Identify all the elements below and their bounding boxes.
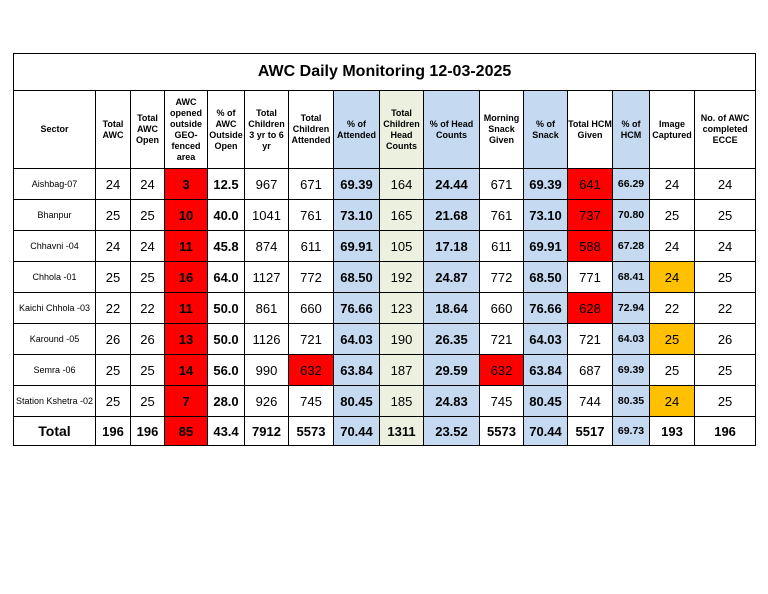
table-cell: 69.39 [334, 169, 380, 200]
total-cell: 5573 [480, 417, 524, 446]
header-cell: AWC opened outside GEO-fenced area [165, 91, 208, 169]
table-cell: 26 [695, 324, 756, 355]
table-cell: 1126 [245, 324, 289, 355]
table-cell: 25 [695, 386, 756, 417]
monitoring-table [13, 53, 756, 446]
table-cell: 56.0 [208, 355, 245, 386]
total-cell: 7912 [245, 417, 289, 446]
table-cell: 28.0 [208, 386, 245, 417]
table-cell: 24 [650, 231, 695, 262]
header-cell: % of AWC Outside Open [208, 91, 245, 169]
table-cell: 69.39 [524, 169, 568, 200]
sector-name: Chhavni -04 [14, 231, 96, 262]
table-cell: 13 [165, 324, 208, 355]
table-row [14, 169, 756, 200]
table-cell: 737 [568, 200, 613, 231]
header-cell: Total HCM Given [568, 91, 613, 169]
table-cell: 190 [380, 324, 424, 355]
table-cell: 10 [165, 200, 208, 231]
table-cell: 63.84 [524, 355, 568, 386]
table-cell: 29.59 [424, 355, 480, 386]
total-cell: 70.44 [334, 417, 380, 446]
table-cell: 165 [380, 200, 424, 231]
table-cell: 1127 [245, 262, 289, 293]
table-cell: 66.29 [613, 169, 650, 200]
table-cell: 721 [480, 324, 524, 355]
table-cell: 64.03 [334, 324, 380, 355]
table-cell: 874 [245, 231, 289, 262]
table-cell: 25 [96, 200, 131, 231]
table-cell: 70.80 [613, 200, 650, 231]
table-cell: 632 [480, 355, 524, 386]
table-cell: 25 [131, 262, 165, 293]
total-label: Total [14, 417, 96, 446]
header-cell: Sector [14, 91, 96, 169]
header-cell: % of HCM [613, 91, 650, 169]
table-cell: 22 [695, 293, 756, 324]
table-cell: 164 [380, 169, 424, 200]
sector-name: Station Kshetra -02 [14, 386, 96, 417]
table-cell: 967 [245, 169, 289, 200]
table-cell: 11 [165, 231, 208, 262]
header-cell: No. of AWC completed ECCE [695, 91, 756, 169]
total-cell: 196 [695, 417, 756, 446]
table-cell: 76.66 [334, 293, 380, 324]
total-cell: 69.73 [613, 417, 650, 446]
table-cell: 72.94 [613, 293, 650, 324]
table-cell: 185 [380, 386, 424, 417]
table-cell: 24 [131, 169, 165, 200]
table-cell: 50.0 [208, 293, 245, 324]
table-cell: 25 [96, 386, 131, 417]
table-cell: 25 [131, 200, 165, 231]
total-cell: 5517 [568, 417, 613, 446]
header-cell: Total Children 3 yr to 6 yr [245, 91, 289, 169]
table-cell: 744 [568, 386, 613, 417]
table-cell: 187 [380, 355, 424, 386]
table-cell: 25 [695, 262, 756, 293]
header-cell: Total Children Head Counts [380, 91, 424, 169]
table-cell: 25 [131, 355, 165, 386]
table-cell: 632 [289, 355, 334, 386]
table-cell: 64.0 [208, 262, 245, 293]
table-row [14, 355, 756, 386]
table-cell: 22 [96, 293, 131, 324]
table-cell: 660 [289, 293, 334, 324]
table-cell: 68.50 [334, 262, 380, 293]
total-cell: 43.4 [208, 417, 245, 446]
header-cell: % of Head Counts [424, 91, 480, 169]
total-cell: 5573 [289, 417, 334, 446]
table-cell: 611 [480, 231, 524, 262]
table-cell: 26 [96, 324, 131, 355]
monitoring-sheet [13, 53, 755, 446]
sector-name: Bhanpur [14, 200, 96, 231]
table-cell: 14 [165, 355, 208, 386]
table-cell: 641 [568, 169, 613, 200]
table-cell: 123 [380, 293, 424, 324]
table-cell: 80.45 [334, 386, 380, 417]
table-cell: 24 [695, 169, 756, 200]
table-cell: 80.45 [524, 386, 568, 417]
table-cell: 69.91 [524, 231, 568, 262]
table-cell: 21.68 [424, 200, 480, 231]
header-cell: Total AWC [96, 91, 131, 169]
header-cell: % of Attended [334, 91, 380, 169]
table-body [14, 169, 756, 417]
table-cell: 25 [650, 324, 695, 355]
table-cell: 40.0 [208, 200, 245, 231]
table-cell: 22 [131, 293, 165, 324]
total-cell: 1311 [380, 417, 424, 446]
table-cell: 990 [245, 355, 289, 386]
total-cell: 193 [650, 417, 695, 446]
table-cell: 24.83 [424, 386, 480, 417]
table-cell: 64.03 [613, 324, 650, 355]
sector-name: Karound -05 [14, 324, 96, 355]
table-cell: 24.87 [424, 262, 480, 293]
table-cell: 24 [96, 169, 131, 200]
table-row [14, 386, 756, 417]
table-cell: 3 [165, 169, 208, 200]
table-cell: 18.64 [424, 293, 480, 324]
header-cell: Total AWC Open [131, 91, 165, 169]
table-cell: 721 [289, 324, 334, 355]
table-cell: 771 [568, 262, 613, 293]
table-cell: 7 [165, 386, 208, 417]
table-cell: 25 [650, 355, 695, 386]
table-cell: 24 [96, 231, 131, 262]
total-cell: 196 [96, 417, 131, 446]
table-cell: 25 [650, 200, 695, 231]
table-cell: 24.44 [424, 169, 480, 200]
table-cell: 68.41 [613, 262, 650, 293]
table-cell: 12.5 [208, 169, 245, 200]
table-cell: 772 [289, 262, 334, 293]
table-row [14, 262, 756, 293]
table-cell: 588 [568, 231, 613, 262]
table-cell: 26.35 [424, 324, 480, 355]
table-cell: 671 [480, 169, 524, 200]
table-cell: 80.35 [613, 386, 650, 417]
table-row [14, 231, 756, 262]
total-cell: 70.44 [524, 417, 568, 446]
total-cell: 85 [165, 417, 208, 446]
total-cell: 23.52 [424, 417, 480, 446]
table-cell: 671 [289, 169, 334, 200]
table-cell: 105 [380, 231, 424, 262]
table-cell: 687 [568, 355, 613, 386]
header-cell: Total Children Attended [289, 91, 334, 169]
table-cell: 25 [96, 262, 131, 293]
table-row [14, 324, 756, 355]
table-cell: 11 [165, 293, 208, 324]
table-cell: 24 [650, 262, 695, 293]
table-cell: 745 [289, 386, 334, 417]
sector-name: Aishbag-07 [14, 169, 96, 200]
table-cell: 73.10 [334, 200, 380, 231]
table-cell: 76.66 [524, 293, 568, 324]
table-cell: 73.10 [524, 200, 568, 231]
table-cell: 660 [480, 293, 524, 324]
table-cell: 22 [650, 293, 695, 324]
table-row [14, 293, 756, 324]
table-cell: 24 [131, 231, 165, 262]
table-cell: 45.8 [208, 231, 245, 262]
table-cell: 772 [480, 262, 524, 293]
table-cell: 68.50 [524, 262, 568, 293]
sector-name: Semra -06 [14, 355, 96, 386]
sector-name: Chhola -01 [14, 262, 96, 293]
table-cell: 64.03 [524, 324, 568, 355]
table-cell: 16 [165, 262, 208, 293]
table-cell: 1041 [245, 200, 289, 231]
table-cell: 25 [695, 200, 756, 231]
total-row [14, 417, 756, 446]
table-cell: 721 [568, 324, 613, 355]
table-cell: 17.18 [424, 231, 480, 262]
table-cell: 861 [245, 293, 289, 324]
sector-name: Kaichi Chhola -03 [14, 293, 96, 324]
table-cell: 63.84 [334, 355, 380, 386]
table-cell: 26 [131, 324, 165, 355]
table-row [14, 200, 756, 231]
header-cell: Morning Snack Given [480, 91, 524, 169]
table-cell: 25 [695, 355, 756, 386]
table-cell: 24 [650, 169, 695, 200]
header-cell: Image Captured [650, 91, 695, 169]
table-cell: 69.91 [334, 231, 380, 262]
table-cell: 628 [568, 293, 613, 324]
table-cell: 926 [245, 386, 289, 417]
total-cell: 196 [131, 417, 165, 446]
table-cell: 24 [695, 231, 756, 262]
header-cell: % of Snack [524, 91, 568, 169]
table-cell: 761 [289, 200, 334, 231]
header-row [14, 91, 756, 169]
table-cell: 25 [131, 386, 165, 417]
table-cell: 69.39 [613, 355, 650, 386]
page-title: AWC Daily Monitoring 12-03-2025 [14, 54, 756, 91]
table-cell: 50.0 [208, 324, 245, 355]
table-cell: 25 [96, 355, 131, 386]
table-cell: 745 [480, 386, 524, 417]
table-cell: 67.28 [613, 231, 650, 262]
table-cell: 611 [289, 231, 334, 262]
table-cell: 192 [380, 262, 424, 293]
table-cell: 24 [650, 386, 695, 417]
table-cell: 761 [480, 200, 524, 231]
